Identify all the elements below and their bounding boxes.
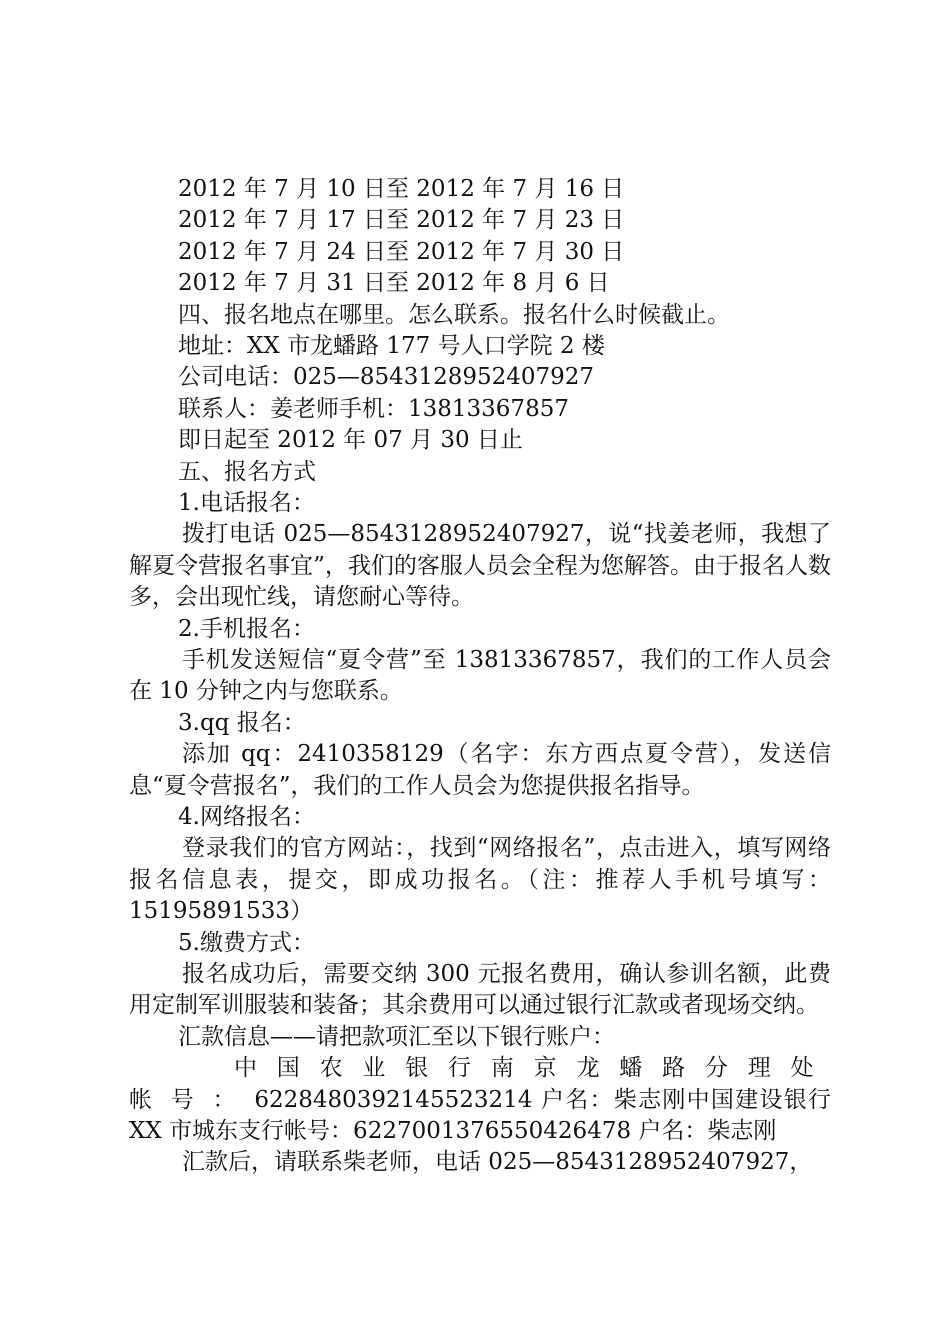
schedule-line-1: 2012 年 7 月 10 日至 2012 年 7 月 16 日 [178,176,625,202]
bank-account-paragraph [129,1053,831,1147]
method2-title: 2.手机报名： [178,615,315,642]
deadline-line: 即日起至 2012 年 07 月 30 日止 [178,427,523,454]
schedule-line-3: 2012 年 7 月 24 日至 2012 年 7 月 30 日 [178,238,625,265]
company-phone-line: 公司电话：025—8543128952407927 [178,364,595,391]
method5-title: 5.缴费方式： [178,929,315,956]
method1-paragraph: 拨打电话 025—8543128952407927，说“找姜老师，我想了解夏令营报名事宜”，我们的客服人员会全程为您解答。由于报名人数多，会出现忙线，请您耐心等待。 [129,521,831,611]
address-line: 地址：XX 市龙蟠路 177 号人口学院 2 楼 [178,332,605,359]
section4-heading: 四、报名地点在哪里。怎么联系。报名什么时候截止。 [178,301,730,328]
contact-line: 联系人：姜老师手机：13813367857 [178,395,569,422]
method5-paragraph: 报名成功后，需要交纳 300 元报名费用，确认参训名额，此费用定制军训服装和装备；其余费用可以通过银行汇款或者现场交纳。 [129,960,831,1019]
method1-title: 1.电话报名： [178,489,315,516]
method4-title: 4.网络报名： [178,803,315,830]
bank-account-details: 6228480392145523214 户名：柴志刚中国建设银行 XX 市城东支行帐号：6227001376550426478 户名：柴志刚 [129,1086,832,1144]
method2-paragraph: 手机发送短信“夏令营”至 13813367857，我们的工作人员会在 10 分钟之内与您联系。 [129,646,831,705]
section5-heading: 五、报名方式 [178,458,316,485]
method3-title: 3.qq 报名： [178,709,306,736]
after-remit-paragraph: 汇款后，请联系柴老师，电话 025—8543128952407927， [182,1149,813,1176]
remit-heading: 汇款信息——请把款项汇至以下银行账户： [178,1023,615,1050]
document-body [129,174,831,1179]
schedule-line-2: 2012 年 7 月 17 日至 2012 年 7 月 23 日 [178,207,625,234]
bank-name-spread: 中国农业银行南京龙蟠路分理处帐号： [129,1055,831,1113]
method4-paragraph: 登录我们的官方网站：，找到“网络报名”，点击进入，填写网络报名信息表，提交，即成功报名。（注：推荐人手机号填写：15195891533） [129,835,831,925]
schedule-line-4: 2012 年 7 月 31 日至 2012 年 8 月 6 日 [178,270,610,297]
method3-paragraph: 添加 qq：2410358129（名字：东方西点夏令营），发送信息“夏令营报名”，我们的工作人员会为您提供报名指导。 [129,741,831,799]
